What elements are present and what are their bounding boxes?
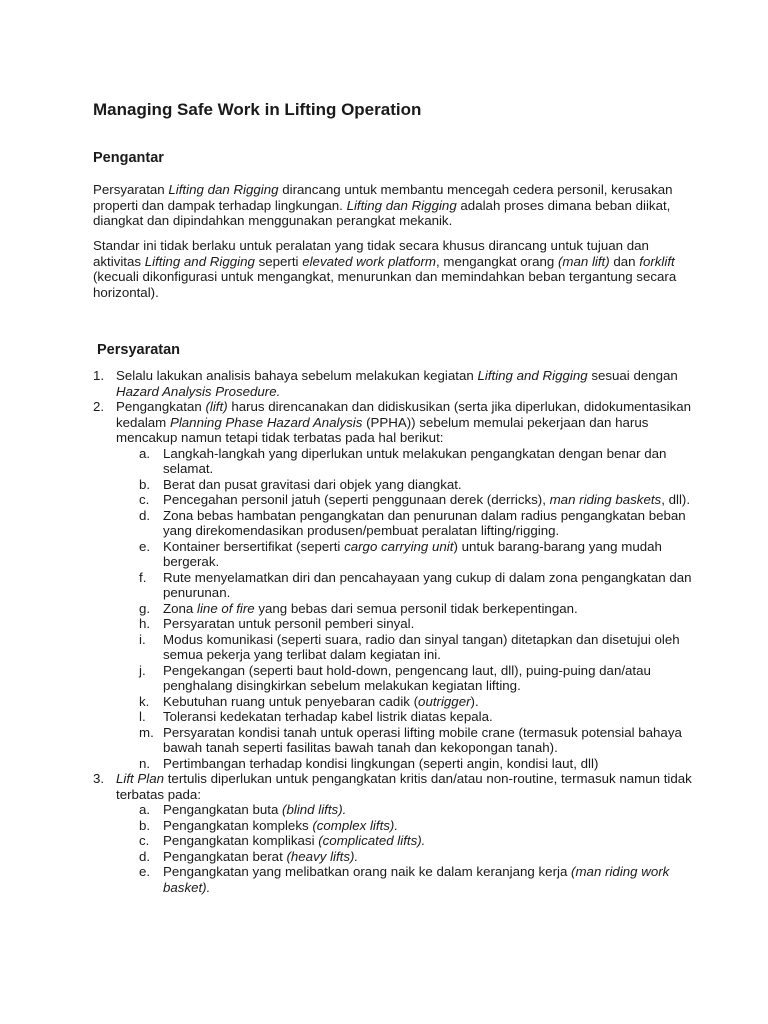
sub-list-marker: n. — [139, 755, 151, 771]
italic-term: Lifting dan Rigging — [346, 197, 457, 213]
sub-list-item — [116, 539, 693, 570]
italic-term: Hazard Analysis Prosedure. — [116, 383, 281, 399]
intro-paragraph-1 — [93, 182, 693, 229]
italic-term: Lifting dan Rigging — [168, 182, 279, 197]
sub-item-text — [163, 616, 414, 631]
sub-list-item — [116, 570, 693, 601]
sub-list-item — [116, 725, 693, 756]
text-run: Modus komunikasi (seperti suara, radio dan sinyal tangan) ditetapkan dan disetujui oleh semua pekerja yang terlibat dalam kegiatan ini. — [163, 631, 680, 662]
sub-list-marker: i. — [139, 631, 146, 647]
sub-list-marker: a. — [139, 802, 151, 817]
text-run: dirancang untuk membantu mencegah cedera personil, kerusakan properti dan dampak terhadap lingkungan. — [93, 182, 673, 213]
text-run: seperti — [254, 253, 303, 269]
sub-list-marker: b. — [139, 817, 151, 833]
sub-list-marker: g. — [139, 600, 151, 616]
sub-list-item — [116, 864, 693, 895]
section-heading-pengantar: Pengantar — [93, 150, 164, 166]
italic-term: man riding baskets — [549, 492, 662, 507]
sub-item-text — [163, 864, 669, 895]
text-run: Zona bebas hambatan pengangkatan dan penurunan dalam radius pengangkatan beban yang direkomendasikan produsen/pembuat peralatan lifting/rigging. — [163, 507, 686, 538]
text-run: Zona — [163, 600, 198, 616]
sub-item-text — [163, 818, 398, 833]
sub-item-text — [163, 632, 680, 663]
sub-list — [116, 802, 693, 895]
italic-term: (man lift) — [557, 253, 610, 269]
list-marker: 1. — [93, 368, 105, 383]
italic-term: forklift — [639, 253, 675, 269]
sub-list-item — [116, 616, 693, 632]
text-run: sesuai dengan — [587, 368, 678, 383]
sub-list-marker: e. — [139, 538, 151, 554]
italic-term: line of fire — [197, 600, 255, 616]
text-run: Pengangkatan kompleks — [163, 817, 313, 833]
text-run: yang bebas dari semua personil tidak berkepentingan. — [254, 600, 578, 616]
text-run: tertulis diperlukan untuk pengangkatan kritis dan/atau non-routine, termasuk namun tidak terbatas pada: — [116, 771, 692, 802]
sub-list-marker: k. — [139, 693, 150, 709]
sub-list-item — [116, 492, 693, 508]
sub-list-marker: j. — [139, 662, 146, 678]
text-run: Persyaratan — [93, 182, 169, 197]
italic-term: (man riding work basket). — [163, 864, 670, 895]
sub-list-marker: c. — [139, 492, 150, 507]
intro-paragraph-2 — [93, 238, 693, 300]
text-run: ). — [470, 693, 479, 709]
text-run: Pengangkatan yang melibatkan orang naik ke dalam keranjang kerja — [163, 864, 572, 879]
italic-term: cargo carrying unit — [344, 538, 454, 554]
italic-term: elevated work platform — [302, 253, 436, 269]
text-run: Toleransi kedekatan terhadap kabel listrik diatas kepala. — [163, 709, 493, 724]
sub-list — [116, 446, 693, 772]
italic-term: Planning Phase Hazard Analysis — [169, 414, 363, 430]
sub-list-item — [116, 756, 693, 772]
text-run: (kecuali dikonfigurasi untuk mengangkat, menurunkan dan memindahkan beban tergantung secara horizontal). — [93, 269, 677, 300]
sub-list-marker: h. — [139, 616, 151, 631]
sub-list-marker: m. — [139, 724, 154, 740]
sub-list-item — [116, 663, 693, 694]
text-run: Kontainer bersertifikat (seperti — [163, 538, 345, 554]
sub-list-marker: d. — [139, 507, 151, 523]
requirement-text — [116, 771, 692, 802]
sub-list-item — [116, 508, 693, 539]
text-run: Pertimbangan terhadap kondisi lingkungan (seperti angin, kondisi laut, dll) — [163, 755, 599, 771]
sub-item-text — [163, 709, 493, 724]
sub-item-text — [163, 694, 479, 709]
text-run: harus direncanakan dan didiskusikan (serta jika diperlukan, didokumentasikan kedalam — [116, 399, 692, 430]
text-run: Standar ini tidak berlaku untuk peralatan yang tidak secara khusus dirancang untuk tujuan dan aktivitas — [93, 238, 649, 269]
text-run: Pengekangan (seperti baut hold-down, pengencang laut, dll), puing-puing dan/atau penghalang disingkirkan sebelum melakukan kegiatan lifting. — [163, 662, 651, 693]
text-run: Berat dan pusat gravitasi dari objek yang diangkat. — [163, 476, 462, 492]
sub-list-item — [116, 601, 693, 617]
italic-term: Lift Plan — [116, 771, 165, 786]
requirement-item — [93, 368, 693, 399]
sub-item-text — [163, 849, 358, 864]
text-run: Pengangkatan — [116, 399, 206, 414]
sub-list-item — [116, 477, 693, 493]
requirements-list — [93, 368, 693, 895]
sub-list-item — [116, 694, 693, 710]
sub-list-marker: e. — [139, 864, 151, 879]
text-run: ) untuk barang-barang yang mudah bergerak. — [163, 538, 662, 569]
sub-item-text — [163, 508, 686, 539]
sub-item-text — [163, 663, 651, 694]
requirement-item — [93, 399, 693, 771]
sub-list-item — [116, 849, 693, 865]
list-marker: 3. — [93, 771, 105, 786]
sub-list-item — [116, 632, 693, 663]
requirement-item — [93, 771, 693, 895]
sub-list-item — [116, 709, 693, 725]
text-run: dan — [609, 253, 640, 269]
sub-list-marker: l. — [139, 709, 146, 724]
italic-term: outrigger — [418, 693, 471, 709]
text-run: Rute menyelamatkan diri dan pencahayaan yang cukup di dalam zona pengangkatan dan penurunan. — [163, 569, 692, 600]
sub-list-marker: a. — [139, 445, 151, 461]
italic-term: (lift) — [205, 399, 228, 414]
list-marker: 2. — [93, 399, 105, 414]
italic-term: Lifting and Rigging — [144, 253, 255, 269]
italic-term: (complicated lifts). — [318, 833, 426, 848]
sub-item-text — [163, 802, 346, 817]
text-run: Pencegahan personil jatuh (seperti penggunaan derek (derricks), — [163, 492, 550, 507]
sub-item-text — [163, 446, 666, 477]
sub-item-text — [163, 725, 682, 756]
italic-term: (blind lifts). — [282, 802, 347, 817]
text-run: Persyaratan untuk personil pemberi sinyal. — [163, 616, 415, 631]
sub-item-text — [163, 833, 425, 848]
sub-list-item — [116, 818, 693, 834]
text-run: Pengangkatan berat — [163, 848, 287, 864]
sub-item-text — [163, 492, 690, 507]
text-run: (PPHA)) sebelum memulai pekerjaan dan harus mencakup namun tetapi tidak terbatas pada hal berikut: — [116, 414, 649, 445]
sub-list-item — [116, 802, 693, 818]
italic-term: (heavy lifts). — [286, 848, 359, 864]
text-run: Langkah-langkah yang diperlukan untuk melakukan pengangkatan dengan benar dan selamat. — [163, 445, 667, 476]
sub-list-marker: c. — [139, 833, 150, 848]
sub-item-text — [163, 570, 692, 601]
sub-item-text — [163, 477, 462, 492]
sub-item-text — [163, 756, 598, 771]
italic-term: (complex lifts). — [312, 817, 399, 833]
document-title: Managing Safe Work in Lifting Operation — [93, 100, 422, 119]
sub-list-item — [116, 446, 693, 477]
sub-list-item — [116, 833, 693, 849]
section-heading-persyaratan: Persyaratan — [97, 342, 181, 358]
text-run: Selalu lakukan analisis bahaya sebelum melakukan kegiatan — [116, 368, 478, 383]
text-run: Persyaratan kondisi tanah untuk operasi lifting mobile crane (termasuk potensial bahaya bawah tanah seperti fasilitas bawah tanah dan kekopongan tanah). — [163, 724, 682, 755]
text-run: Pengangkatan komplikasi — [163, 833, 319, 848]
text-run: Kebutuhan ruang untuk penyebaran cadik ( — [163, 693, 419, 709]
sub-list-marker: f. — [139, 569, 147, 585]
sub-list-marker: b. — [139, 476, 151, 492]
italic-term: Lifting and Rigging — [477, 368, 588, 383]
text-run: Pengangkatan buta — [163, 802, 283, 817]
requirement-text — [116, 399, 691, 445]
sub-item-text — [163, 539, 662, 570]
text-run: , dll). — [661, 492, 691, 507]
text-run: adalah proses dimana beban diikat, diangkat dan dipindahkan menggunakan perangkat mekanik. — [93, 197, 671, 228]
requirement-text — [116, 368, 678, 399]
sub-item-text — [163, 601, 578, 616]
text-run: , mengangkat orang — [435, 253, 558, 269]
sub-list-marker: d. — [139, 848, 151, 864]
